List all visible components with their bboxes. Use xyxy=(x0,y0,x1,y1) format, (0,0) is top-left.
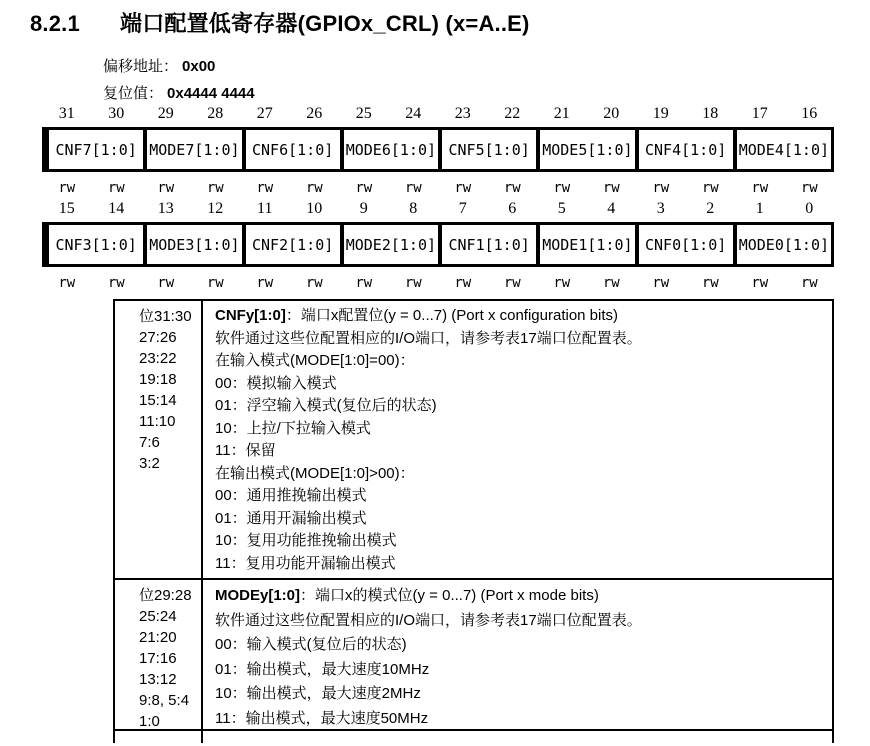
bit-number: 25 xyxy=(355,105,372,122)
bit-number: 14 xyxy=(108,200,125,217)
bit-number: 18 xyxy=(702,105,719,122)
register-bitfield-table-low xyxy=(42,200,834,291)
page-title: 端口配置低寄存器(GPIOx_CRL) (x=A..E) xyxy=(120,11,530,36)
description-line: 11：复用功能开漏输出模式 xyxy=(215,554,396,572)
bit-range: 15:14 xyxy=(139,392,177,409)
field-definition-line xyxy=(215,584,824,609)
bit-number: 7 xyxy=(458,200,467,217)
access-type: rw xyxy=(404,275,422,291)
access-type: rw xyxy=(602,180,620,196)
access-type: rw xyxy=(553,275,571,291)
access-type: rw xyxy=(107,180,125,196)
access-type: rw xyxy=(58,180,76,196)
access-type: rw xyxy=(256,180,274,196)
bitfield-cell xyxy=(635,130,733,169)
field-term: MODEy[1:0] xyxy=(215,587,301,604)
bit-range-column xyxy=(115,580,203,729)
access-type: rw xyxy=(355,275,373,291)
bit-number: 5 xyxy=(557,200,566,217)
bit-number: 15 xyxy=(58,200,75,217)
access-type: rw xyxy=(206,275,224,291)
description-line: 01：通用开漏输出模式 xyxy=(215,509,367,527)
bit-number: 17 xyxy=(751,105,768,122)
bitfield-cell xyxy=(242,130,340,169)
bit-range: 11:10 xyxy=(139,413,176,430)
bit-number: 3 xyxy=(656,200,665,217)
bitfield-label: MODE2[1:0] xyxy=(345,235,437,254)
bit-number: 9 xyxy=(359,200,368,217)
bit-number: 10 xyxy=(306,200,323,217)
access-type: rw xyxy=(800,180,818,196)
bitfield-cell xyxy=(45,130,143,169)
bit-range: 27:26 xyxy=(139,329,177,346)
description-column xyxy=(203,731,832,743)
access-type: rw xyxy=(107,275,125,291)
bit-number: 8 xyxy=(409,200,418,217)
bit-number: 26 xyxy=(306,105,323,122)
field-term-rest: ：端口x配置位(y = 0...7) (Port x configuration bits) xyxy=(285,307,619,324)
access-type: rw xyxy=(404,180,422,196)
bitfield-label: CNF0[1:0] xyxy=(644,235,727,254)
description-line: 01：浮空输入模式(复位后的状态) xyxy=(215,397,437,414)
bit-number: 28 xyxy=(207,105,224,122)
bit-number: 1 xyxy=(755,200,764,217)
description-line: 11：输出模式，最大速度50MHz xyxy=(215,709,429,727)
access-type: rw xyxy=(602,275,620,291)
bitfield-label: CNF3[1:0] xyxy=(55,235,137,254)
bit-number: 12 xyxy=(207,200,224,217)
bitfield-label: MODE6[1:0] xyxy=(345,140,437,159)
bit-number: 0 xyxy=(805,200,814,217)
bitfield-cell xyxy=(340,225,438,264)
access-type: rw xyxy=(553,180,571,196)
access-type: rw xyxy=(305,275,323,291)
bit-number: 27 xyxy=(256,105,273,122)
bit-number: 6 xyxy=(508,200,517,217)
bitfield-cell xyxy=(635,225,733,264)
bit-range: 1:0 xyxy=(139,713,160,729)
description-column xyxy=(203,301,832,578)
bitfield-cell xyxy=(733,225,831,264)
access-type: rw xyxy=(256,275,274,291)
field-term-rest: ：端口x的模式位(y = 0...7) (Port x mode bits) xyxy=(300,587,599,604)
reset-value-value: 0x4444 4444 xyxy=(167,85,255,102)
description-line: 01：输出模式，最大速度10MHz xyxy=(215,660,430,678)
bit-range: 位31:30 xyxy=(139,308,192,325)
bit-number: 4 xyxy=(607,200,616,217)
bit-range-column xyxy=(115,301,203,578)
access-type: rw xyxy=(800,275,818,291)
description-line: 00：模拟输入模式 xyxy=(215,374,337,392)
bit-number: 31 xyxy=(58,105,75,122)
bitfield-label: CNF1[1:0] xyxy=(448,235,530,254)
description-line: 10：复用功能推挽输出模式 xyxy=(215,532,397,549)
bitfield-cell xyxy=(536,225,634,264)
bit-number: 13 xyxy=(157,200,174,217)
section-number: 8.2.1 xyxy=(30,11,80,36)
bit-range: 7:6 xyxy=(139,434,160,451)
bitfield-label: MODE1[1:0] xyxy=(542,235,633,254)
bit-number: 16 xyxy=(801,105,818,122)
field-definition-line xyxy=(215,305,824,328)
bitfield-cell xyxy=(438,225,536,264)
register-bitfield-table-high xyxy=(42,105,834,196)
bit-range: 23:22 xyxy=(139,350,177,367)
section-heading xyxy=(30,7,530,38)
bit-number: 24 xyxy=(405,105,422,122)
bit-number: 20 xyxy=(603,105,620,122)
bit-number-row xyxy=(42,200,834,222)
bit-range: 位29:28 xyxy=(139,587,192,604)
bit-range: 9:8, 5:4 xyxy=(139,692,190,709)
bit-range: 19:18 xyxy=(139,371,177,388)
description-line: 软件通过这些位配置相应的I/O端口，请参考表17端口位配置表。 xyxy=(215,329,642,347)
description-lines xyxy=(215,328,824,576)
access-type: rw xyxy=(157,180,175,196)
bit-number: 23 xyxy=(454,105,471,122)
bitfield-label: CNF6[1:0] xyxy=(251,140,334,159)
offset-address-value: 0x00 xyxy=(182,58,216,75)
access-type: rw xyxy=(58,275,76,291)
bitfield-label: MODE4[1:0] xyxy=(738,140,830,159)
bit-number: 21 xyxy=(553,105,570,122)
bitfield-label: MODE5[1:0] xyxy=(542,140,633,159)
bitfield-label: MODE0[1:0] xyxy=(738,235,830,254)
bit-number: 29 xyxy=(157,105,174,122)
cnf-description-row xyxy=(115,301,832,580)
access-type: rw xyxy=(454,180,472,196)
bit-range-column xyxy=(115,731,203,743)
description-line: 在输出模式(MODE[1:0]>00)： xyxy=(215,464,415,482)
access-type: rw xyxy=(751,180,769,196)
bitfield-label: CNF5[1:0] xyxy=(448,140,530,159)
bit-number: 2 xyxy=(706,200,715,217)
bit-number-row xyxy=(42,105,834,127)
bitfield-cell xyxy=(45,225,143,264)
access-type: rw xyxy=(206,180,224,196)
reset-value-row xyxy=(103,82,255,103)
access-type: rw xyxy=(355,180,373,196)
description-line: 软件通过这些位配置相应的I/O端口，请参考表17端口位配置表。 xyxy=(215,611,642,629)
bit-range: 13:12 xyxy=(139,671,177,688)
bit-number: 19 xyxy=(652,105,669,122)
access-type-row xyxy=(42,180,834,196)
bit-number: 11 xyxy=(257,200,273,217)
description-line: 10：上拉/下拉输入模式 xyxy=(215,419,371,437)
bit-range: 21:20 xyxy=(139,629,177,646)
access-type: rw xyxy=(503,180,521,196)
bitfield-row xyxy=(42,222,834,267)
bitfield-cell xyxy=(242,225,340,264)
bit-range: 17:16 xyxy=(139,650,177,667)
description-line: 00：输入模式(复位后的状态) xyxy=(215,636,407,653)
bitfield-label: MODE3[1:0] xyxy=(149,235,240,254)
field-term: CNFy[1:0] xyxy=(215,307,286,324)
access-type: rw xyxy=(157,275,175,291)
table-continuation-stub xyxy=(115,731,832,743)
access-type: rw xyxy=(751,275,769,291)
access-type: rw xyxy=(701,275,719,291)
description-column xyxy=(203,580,832,729)
description-line: 00：通用推挽输出模式 xyxy=(215,487,367,504)
description-line: 10：输出模式，最大速度2MHz xyxy=(215,685,421,702)
bit-number: 22 xyxy=(504,105,521,122)
access-type: rw xyxy=(701,180,719,196)
access-type: rw xyxy=(503,275,521,291)
bitfield-cell xyxy=(536,130,634,169)
access-type: rw xyxy=(652,275,670,291)
bit-range: 3:2 xyxy=(139,455,160,472)
access-type: rw xyxy=(454,275,472,291)
offset-address-label: 偏移地址： xyxy=(103,59,179,75)
bitfield-cell xyxy=(733,130,831,169)
bitfield-label: CNF4[1:0] xyxy=(644,140,727,159)
bit-description-table xyxy=(113,299,834,743)
offset-address-row xyxy=(103,55,215,76)
bitfield-row xyxy=(42,127,834,172)
bitfield-cell xyxy=(143,225,241,264)
bitfield-cell xyxy=(143,130,241,169)
bit-range: 25:24 xyxy=(139,608,177,625)
bitfield-label: MODE7[1:0] xyxy=(149,140,240,159)
reset-value-label: 复位值： xyxy=(103,86,164,102)
bitfield-label: CNF2[1:0] xyxy=(251,235,334,254)
bit-number: 30 xyxy=(108,105,125,122)
access-type: rw xyxy=(305,180,323,196)
access-type: rw xyxy=(652,180,670,196)
bitfield-cell xyxy=(340,130,438,169)
mode-description-row xyxy=(115,580,832,731)
access-type-row xyxy=(42,275,834,291)
description-line: 11：保留 xyxy=(215,442,276,459)
description-line: 在输入模式(MODE[1:0]=00)： xyxy=(215,352,415,369)
bitfield-cell xyxy=(438,130,536,169)
bitfield-label: CNF7[1:0] xyxy=(55,140,137,159)
description-lines xyxy=(215,609,824,730)
